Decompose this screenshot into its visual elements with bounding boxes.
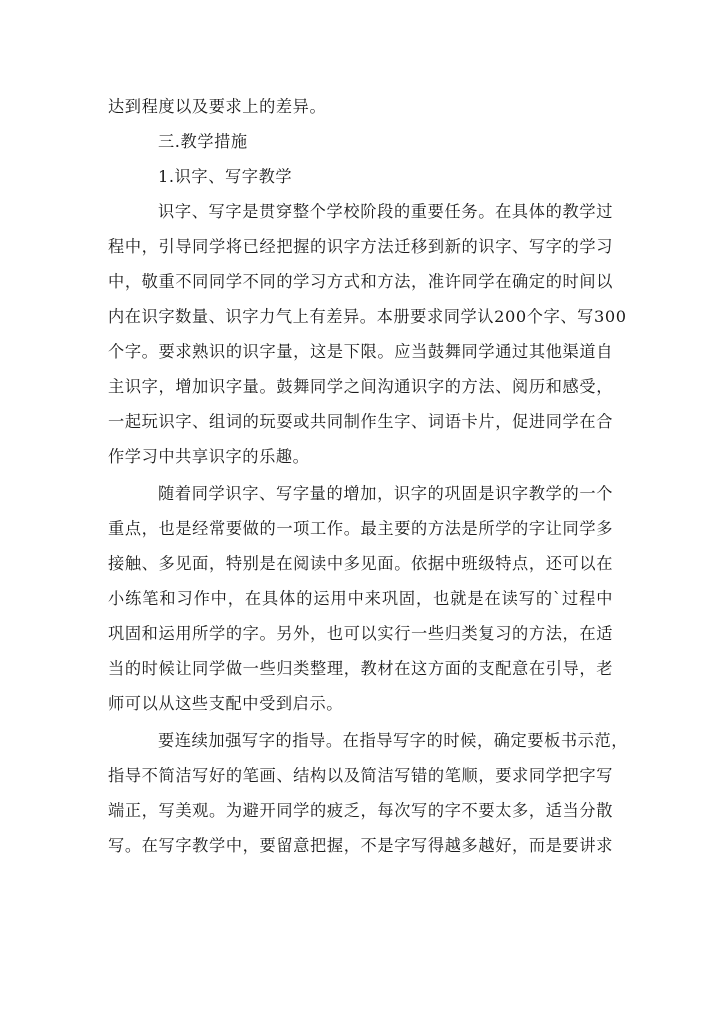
paragraph-2-line-2: 重点，也是经常要做的一项工作。最主要的方法是所学的字让同学多 xyxy=(108,519,613,538)
section-heading: 三.教学措施 xyxy=(158,132,248,151)
paragraph-1-line-5: 个字。要求熟识的识字量，这是下限。应当鼓舞同学通过其他渠道自 xyxy=(108,342,613,361)
paragraph-2-line-5: 巩固和运用所学的字。另外，也可以实行一些归类复习的方法，在适 xyxy=(108,624,613,643)
text-line-1: 达到程度以及要求上的差异。 xyxy=(108,97,327,116)
paragraph-1-line-6: 主识字，增加识字量。鼓舞同学之间沟通识字的方法、阅历和感受， xyxy=(108,377,613,396)
paragraph-1-line-8: 作学习中共享识字的乐趣。 xyxy=(108,447,310,466)
paragraph-1-line-3: 中，敬重不同同学不同的学习方式和方法，准许同学在确定的时间以 xyxy=(108,272,613,291)
paragraph-2-line-7: 师可以从这些支配中受到启示。 xyxy=(108,694,344,713)
paragraph-2-line-4: 小练笔和习作中，在具体的运用中来巩固，也就是在读写的`过程中 xyxy=(108,589,613,608)
paragraph-3-line-3: 端正，写美观。为避开同学的疲乏，每次写的字不要太多，适当分散 xyxy=(108,801,613,820)
paragraph-1-line-7: 一起玩识字、组词的玩耍或共同制作生字、词语卡片，促进同学在合 xyxy=(108,412,613,431)
paragraph-3-line-2: 指导不简洁写好的笔画、结构以及简洁写错的笔顺，要求同学把字写 xyxy=(108,766,613,785)
paragraph-2-line-6: 当的时候让同学做一些归类整理，教材在这方面的支配意在引导，老 xyxy=(108,659,613,678)
document-body xyxy=(108,89,629,863)
paragraph-3-line-4: 写。在写字教学中，要留意把握，不是字写得越多越好，而是要讲求 xyxy=(108,836,613,855)
paragraph-1-line-4: 内在识字数量、识字力气上有差异。本册要求同学认200个字、写300 xyxy=(108,307,627,326)
paragraph-2-line-1: 随着同学识字、写字量的增加，识字的巩固是识字教学的一个 xyxy=(158,484,613,503)
paragraph-1-line-1: 识字、写字是贯穿整个学校阶段的重要任务。在具体的教学过 xyxy=(158,202,613,221)
paragraph-1-line-2: 程中，引导同学将已经把握的识字方法迁移到新的识字、写字的学习 xyxy=(108,237,613,256)
paragraph-3-line-1: 要连续加强写字的指导。在指导写字的时候，确定要板书示范， xyxy=(158,731,629,750)
subsection-heading: 1.识字、写字教学 xyxy=(158,167,293,186)
paragraph-2-line-3: 接触、多见面，特别是在阅读中多见面。依据中班级特点，还可以在 xyxy=(108,554,613,573)
